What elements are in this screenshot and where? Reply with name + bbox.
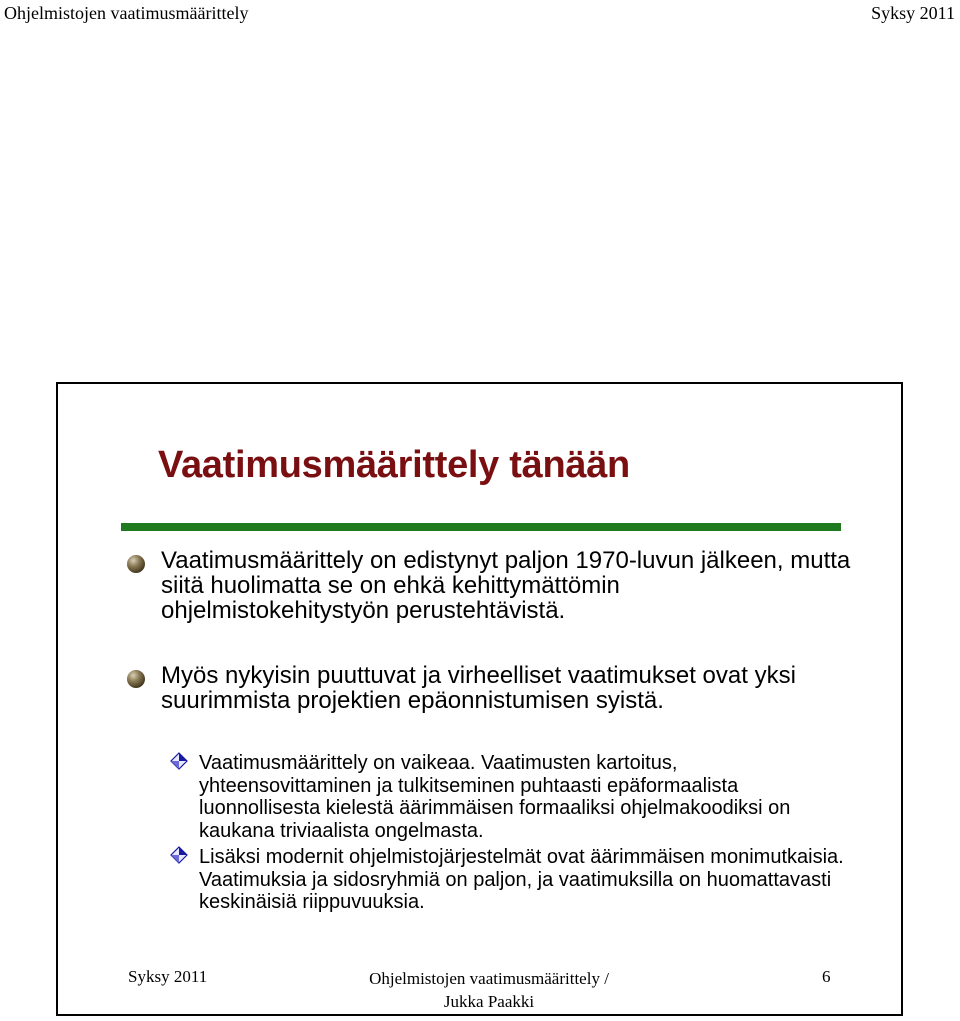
sphere-bullet-icon xyxy=(127,555,145,573)
subbullet-item-1: Vaatimusmäärittely on vaikeaa. Vaatimusten kartoitus, yhteensovittaminen ja tulkitseminen puhtaasti epäformaalista luonnollisesta kielestä äärimmäisen formaaliksi ohjelmakoodiksi on kaukana triviaalista ongelmasta. xyxy=(199,752,791,842)
bullet-item-2: Myös nykyisin puuttuvat ja virheelliset vaatimukset ovat yksi suurimmista projektien epäonnistumisen syistä. xyxy=(161,662,796,714)
title-underline-rule xyxy=(121,523,841,531)
bullet-item-1: Vaatimusmäärittely on edistynyt paljon 1970-luvun jälkeen, mutta siitä huolimatta se on ehkä kehittymättömin ohjelmistokehitystyön perustehtävistä. xyxy=(161,547,851,624)
slide-title: Vaatimusmäärittely tänään xyxy=(158,444,630,486)
header-document-title: Ohjelmistojen vaatimusmäärittely xyxy=(4,3,249,23)
subbullet-item-2: Lisäksi modernit ohjelmistojärjestelmät ovat äärimmäisen monimutkaisia. Vaatimuksia ja sidosryhmiä on paljon, ja vaatimuksilla on huomattavasti keskinäisiä riippuvuuksia. xyxy=(199,846,844,913)
slide-footer-date: Syksy 2011 xyxy=(128,967,208,986)
sphere-bullet-icon xyxy=(127,670,145,688)
slide-footer-course: Ohjelmistojen vaatimusmäärittely / Jukka Paakki xyxy=(369,969,609,1011)
diamond-bullet-icon xyxy=(170,752,188,770)
diamond-bullet-icon xyxy=(170,846,188,864)
slide-page-number: 6 xyxy=(822,967,831,986)
page-header xyxy=(0,0,960,30)
header-semester: Syksy 2011 xyxy=(871,3,955,23)
